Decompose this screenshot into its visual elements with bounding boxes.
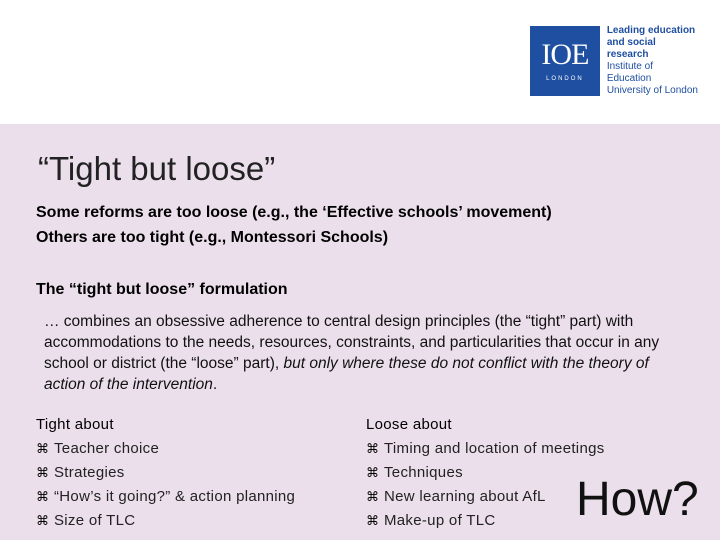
list-item-label: Timing and location of meetings [384,440,605,457]
logo-line-3: Institute of Education [606,61,653,84]
list-item [366,509,605,533]
quote-italic: but only where these do not conflict with the theory of action of the intervention [44,355,649,393]
list-item [36,485,295,509]
quote-end: . [212,376,218,393]
command-bullet-icon: ⌘ [36,489,50,504]
list-item [366,485,605,509]
logo-line-1: Leading education [606,25,696,36]
formulation-quote [44,311,664,395]
list-item-label: Teacher choice [54,440,160,457]
logo-line-2: and social research [606,37,656,60]
list-item-label: “How’s it going?” & action planning [54,488,296,505]
header-band [0,0,720,124]
list-item [36,509,295,533]
list-item-label: Techniques [384,464,463,481]
ioe-logo [530,26,700,96]
quote-main: … combines an obsessive adherence to central design principles (the “tight” part) with accommodations to the needs, resources, constraints, and particularities that occur in any school or district (the “loose” part), [44,313,660,372]
tight-about-list [36,413,295,533]
logo-mark [530,26,600,96]
list-item-label: Strategies [54,464,125,481]
list-item [366,437,605,461]
slide-content [0,124,720,540]
logo-text [607,26,700,96]
command-bullet-icon: ⌘ [36,465,50,480]
command-bullet-icon: ⌘ [366,441,380,456]
logo-mark-text: IOE [541,38,589,71]
logo-line-4: University of London [606,85,698,96]
list-item-label: Make-up of TLC [384,512,496,529]
command-bullet-icon: ⌘ [366,465,380,480]
list-item [36,461,295,485]
list-item-label: New learning about AfL [384,488,546,505]
command-bullet-icon: ⌘ [36,441,50,456]
command-bullet-icon: ⌘ [366,513,380,528]
loose-about-title: Loose about [366,416,452,433]
logo-mark-subtext: LONDON [546,76,584,82]
intro-line-2: Others are too tight (e.g., Montessori Schools) [36,229,389,246]
intro-line-1: Some reforms are too loose (e.g., the ‘Effective schools’ movement) [36,204,552,221]
list-item [36,437,295,461]
loose-about-list [366,413,605,533]
list-item [366,461,605,485]
command-bullet-icon: ⌘ [36,513,50,528]
tight-about-title: Tight about [36,416,114,433]
section-heading: The “tight but loose” formulation [36,281,288,298]
list-item-label: Size of TLC [54,512,136,529]
how-callout: How? [576,473,699,526]
slide-title: “Tight but loose” [38,150,276,187]
intro-statements [36,200,552,250]
command-bullet-icon: ⌘ [366,489,380,504]
